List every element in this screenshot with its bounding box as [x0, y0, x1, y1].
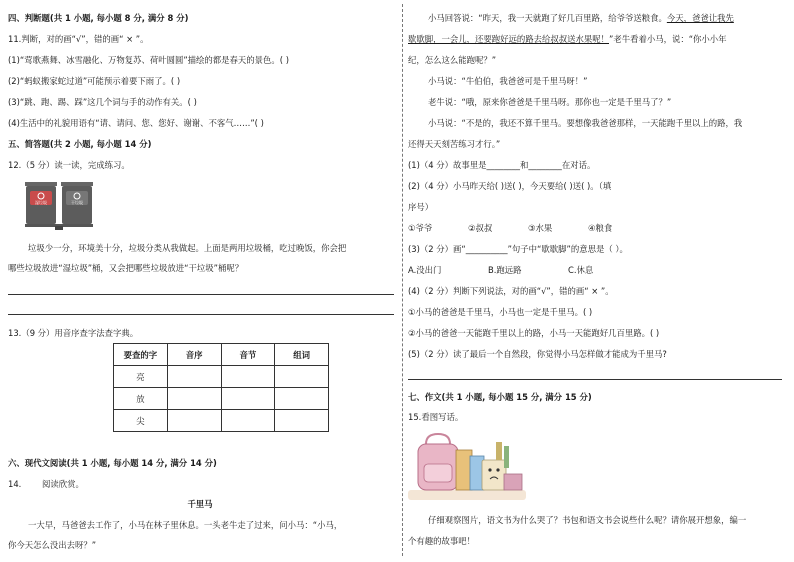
story-text: ”老牛看着小马，说：“你小小年: [609, 34, 727, 44]
sub-question-5: (5)（2 分）读了最后一个自然段，你觉得小马怎样做才能成为千里马?: [408, 349, 667, 359]
question-14-number: 14.: [8, 479, 22, 489]
table-cell-character: 尖: [114, 410, 168, 432]
section-7-title: 七、作文(共 1 小题, 每小题 15 分, 满分 15 分): [408, 392, 592, 402]
choice-b: B.跑远路: [488, 265, 522, 275]
dictionary-table: [113, 343, 329, 432]
option-4: ④粮食: [588, 223, 613, 233]
right-column: [406, 0, 794, 562]
school-bag-illustration: [408, 430, 526, 502]
table-header: 要查的字: [114, 344, 168, 366]
question-12-paragraph-line-2: 哪些垃圾放进“湿垃圾”桶，又会把哪些垃圾放进“干垃圾”桶呢？: [8, 263, 244, 273]
sub-question-4-item-2: ②小马的爸爸一天能跑千里以上的路，小马一天能跑好几百里路。( ): [408, 328, 660, 338]
option-1: ①爷爷: [408, 223, 433, 233]
table-cell-empty[interactable]: [221, 410, 275, 432]
table-header: 音序: [167, 344, 221, 366]
story-line-1: 一大早，马爸爸去工作了，小马在林子里休息。一头老牛走了过来，问小马：“小马，: [28, 520, 343, 530]
table-cell-character: 放: [114, 388, 168, 410]
question-11: 11.判断，对的画“√”，错的画“ × ”。: [8, 34, 149, 44]
question-15: 15.看图写话。: [408, 412, 464, 422]
question-11-item-4: (4)生活中的礼貌用语有“请、请问、您、您好、谢谢、不客气……”( ): [8, 118, 264, 128]
table-row: [114, 410, 329, 432]
table-cell-empty[interactable]: [221, 366, 275, 388]
question-13: 13.（9 分）用音序查字法查字典。: [8, 328, 139, 338]
bin-label-dry: 干垃圾: [71, 200, 83, 205]
table-row: [114, 388, 329, 410]
table-cell-character: 亮: [114, 366, 168, 388]
table-header-row: [114, 344, 329, 366]
table-cell-empty[interactable]: [275, 410, 329, 432]
sub-question-1: (1)（4 分）故事里是________和________在对话。: [408, 160, 596, 170]
story-line-2: 你今天怎么没出去呀？”: [8, 540, 97, 550]
bin-label-wet: 湿垃圾: [35, 200, 47, 205]
answer-line: [408, 379, 782, 380]
question-11-item-1: (1)“莺歌燕舞、冰雪融化、万物复苏、荷叶圆圆”描绘的都是春天的景色。( ): [8, 55, 289, 65]
story-line-9: 还得天天刻苦练习才行。”: [408, 139, 501, 149]
table-cell-empty[interactable]: [167, 410, 221, 432]
sub-question-2-cont: 序号）: [408, 202, 434, 212]
table-cell-empty[interactable]: [167, 366, 221, 388]
story-line-4: [408, 34, 727, 45]
table-header: 组词: [275, 344, 329, 366]
story-title: 千里马: [187, 499, 213, 509]
table-cell-empty[interactable]: [167, 388, 221, 410]
table-row: [114, 366, 329, 388]
question-11-item-3: (3)“跳、跑、踢、踩”这几个词与手的动作有关。( ): [8, 97, 197, 107]
writing-prompt-line-2: 个有趣的故事吧！: [408, 536, 475, 546]
choice-a: A.没出门: [408, 265, 442, 275]
column-divider: [402, 4, 403, 556]
story-line-5: 纪，怎么这么能跑呢？”: [408, 55, 497, 65]
underlined-sentence: 歇歇脚，一会儿，还要跑好远的路去给叔叔送水果呢！: [408, 34, 609, 44]
section-5-title: 五、简答题(共 2 小题, 每小题 14 分): [8, 139, 152, 149]
answer-line: [8, 294, 394, 295]
section-6-title: 六、现代文阅读(共 1 小题, 每小题 14 分, 满分 14 分): [8, 458, 217, 468]
writing-prompt-line-1: 仔细观察图片，语文书为什么哭了？书包和语文书会说些什么呢？请你展开想象，编一: [428, 515, 747, 525]
question-12-paragraph-line-1: 垃圾少一分，环境美十分，垃圾分类从我做起。上面是两用垃圾桶，吃过晚饭，你会把: [28, 243, 347, 253]
choice-c: C.休息: [568, 265, 594, 275]
story-text: 小马回答说：“昨天，我一天就跑了好几百里路，给爷爷送粮食。: [428, 13, 667, 23]
section-4-title: 四、判断题(共 1 小题, 每小题 8 分, 满分 8 分): [8, 13, 189, 23]
table-cell-empty[interactable]: [221, 388, 275, 410]
sub-question-4-item-1: ①小马的爸爸是千里马，小马也一定是千里马。( ): [408, 307, 593, 317]
story-line-6: 小马说：“牛伯伯，我爸爸可是千里马呀！”: [428, 76, 588, 86]
table-cell-empty[interactable]: [275, 366, 329, 388]
story-line-3: [428, 13, 734, 24]
sub-question-3: (3)（2 分）画“__________”句子中“歇歇脚”的意思是（ ）。: [408, 244, 628, 254]
table-header: 音节: [221, 344, 275, 366]
story-line-8: 小马说：“不是的，我还不算千里马。要想像我爸爸那样，一天能跑千里以上的路，我: [428, 118, 743, 128]
option-3: ③水果: [528, 223, 553, 233]
question-12: 12.（5 分）读一读，完成练习。: [8, 160, 130, 170]
story-line-7: 老牛说：“哦，原来你爸爸是千里马呀。那你也一定是千里马了？”: [428, 97, 672, 107]
underlined-sentence: 今天，爸爸让我先: [666, 13, 734, 23]
option-2: ②叔叔: [468, 223, 493, 233]
answer-line: [8, 314, 394, 315]
table-cell-empty[interactable]: [275, 388, 329, 410]
question-14-text: 阅读欣赏。: [42, 479, 84, 489]
sub-question-2: (2)（4 分）小马昨天给( )送( )，今天要给( )送( )。（填: [408, 181, 612, 191]
trash-bin-icon: [22, 180, 96, 232]
sub-question-4: (4)（2 分）判断下列说法，对的画“√”，错的画“ × ”。: [408, 286, 614, 296]
question-11-item-2: (2)“蚂蚁搬家蛇过道”可能预示着要下雨了。( ): [8, 76, 181, 86]
